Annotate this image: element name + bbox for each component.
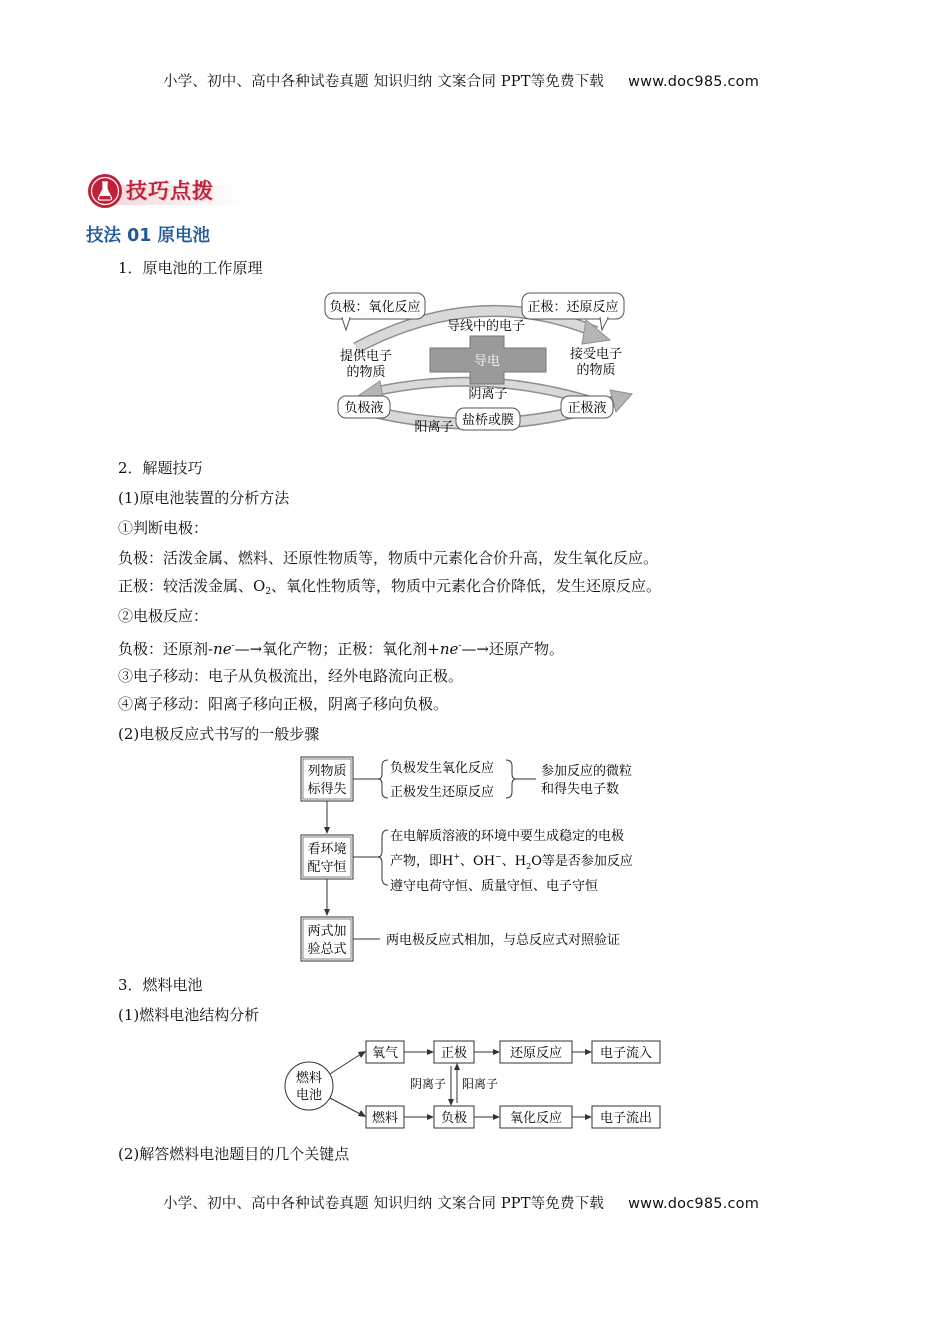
para-3: (1)原电池装置的分析方法 (118, 489, 290, 507)
center-label: 导电 (473, 354, 501, 369)
step3-text: 两电极反应式相加，与总反应式对照验证 (386, 933, 621, 948)
right-label-1: 接受电子 (569, 347, 623, 362)
section-title: 技法 01 原电池 (86, 226, 211, 246)
para-8: 负极：还原剂-ne-—→氧化产物；正极：氧化剂+ne-—→还原产物。 (118, 640, 564, 658)
circle-line1: 燃料 (295, 1071, 323, 1086)
para-1: 1．原电池的工作原理 (118, 259, 263, 277)
page-header (163, 70, 759, 91)
negative-box: 负极 (440, 1111, 468, 1126)
para-4: ①判断电极： (118, 519, 209, 537)
step2-line1: 看环境 (307, 842, 347, 857)
para-13: (1)燃料电池结构分析 (118, 1006, 260, 1024)
fuel-cell-diagram (284, 1036, 664, 1134)
electron-in-box: 电子流入 (599, 1046, 653, 1061)
header-text: 小学、初中、高中各种试卷真题 知识归纳 文案合同 PPT等免费下载 (163, 74, 605, 90)
right-label-2: 的物质 (576, 363, 616, 378)
para-5: 负极：活泼金属、燃料、还原性物质等，物质中元素化合价升高，发生氧化反应。 (118, 549, 659, 567)
footer-url[interactable]: www.doc985.com (628, 1196, 760, 1212)
para-2: 2．解题技巧 (118, 459, 203, 477)
pos-liquid: 正极液 (567, 401, 607, 416)
reduction-box: 还原反应 (509, 1046, 563, 1061)
cation-label: 阳离子 (414, 420, 454, 435)
neg-bubble: 负极：氧化反应 (329, 300, 421, 315)
bridge-label: 盐桥或膜 (461, 413, 515, 428)
step2-line2: 配守恒 (307, 860, 347, 875)
oxidation-box: 氧化反应 (509, 1111, 563, 1126)
para-11: (2)电极反应式书写的一般步骤 (118, 725, 320, 743)
oxygen-box: 氧气 (371, 1046, 399, 1061)
electron-out-box: 电子流出 (599, 1111, 653, 1126)
step1-line2: 标得失 (307, 782, 347, 797)
step1-neg: 负极发生氧化反应 (390, 761, 495, 776)
tips-badge (86, 172, 246, 210)
step1-result-2: 和得失电子数 (541, 782, 620, 797)
anion-label: 阴离子 (468, 387, 508, 402)
electrode-steps-diagram (296, 752, 656, 966)
step1-result-1: 参加反应的微粒 (541, 764, 633, 779)
para-9: ③电子移动：电子从负极流出，经外电路流向正极。 (118, 667, 464, 685)
badge-label: 技巧点拨 (126, 179, 214, 203)
step2-line-c: 遵守电荷守恒、质量守恒、电子守恒 (390, 879, 599, 894)
left-label-1: 提供电子 (339, 349, 393, 364)
neg-liquid: 负极液 (344, 401, 384, 416)
galvanic-diagram (318, 288, 642, 438)
para-6: 正极：较活泼金属、$O_2$、氧化性物质等，物质中元素化合价降低，发生还原反应。 (118, 577, 662, 597)
para-14: (2)解答燃料电池题目的几个关键点 (118, 1145, 350, 1163)
left-label-2: 的物质 (346, 365, 386, 380)
fuel-box: 燃料 (371, 1111, 399, 1126)
page-footer (163, 1192, 759, 1213)
para-7: ②电极反应： (118, 607, 209, 625)
step3-line1: 两式加 (307, 924, 347, 939)
step1-line1: 列物质 (307, 764, 347, 779)
step2-line-b: 产物，即H+、OH−、$H_2O$等是否参加反应 (390, 852, 633, 871)
positive-box: 正极 (440, 1046, 468, 1061)
step1-pos: 正极发生还原反应 (390, 785, 495, 800)
para-10: ④离子移动：阳离子移向正极，阴离子移向负极。 (118, 695, 449, 713)
step3-line2: 验总式 (307, 942, 347, 957)
footer-text: 小学、初中、高中各种试卷真题 知识归纳 文案合同 PPT等免费下载 (163, 1196, 605, 1212)
step2-line-a: 在电解质溶液的环境中要生成稳定的电极 (390, 829, 625, 844)
electron-label: 导线中的电子 (446, 319, 526, 334)
circle-line2: 电池 (295, 1088, 323, 1103)
anion-flow: 阴离子 (409, 1077, 446, 1091)
pos-bubble: 正极：还原反应 (527, 300, 619, 315)
header-url[interactable]: www.doc985.com (628, 74, 760, 90)
para-12: 3．燃料电池 (118, 976, 203, 994)
cation-flow: 阳离子 (462, 1077, 499, 1091)
